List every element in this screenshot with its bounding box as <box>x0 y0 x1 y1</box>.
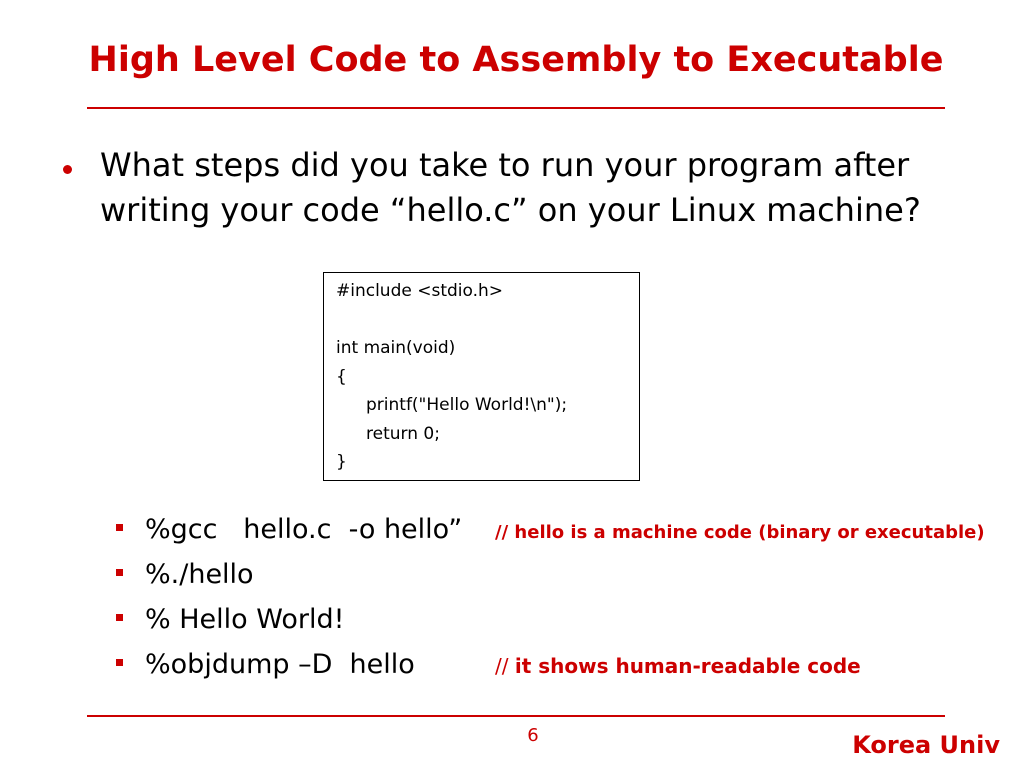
title-divider <box>87 107 945 109</box>
command-item-gcc <box>0 514 1024 546</box>
command-text: %gcc hello.c -o hello” <box>145 514 463 545</box>
command-text: % Hello World! <box>145 604 345 635</box>
command-text: %objdump –D hello <box>145 649 415 680</box>
command-row <box>145 514 985 546</box>
code-box <box>323 272 640 481</box>
command-row <box>145 604 495 636</box>
code-line-close-brace: } <box>336 452 347 472</box>
square-bullet-icon <box>116 614 123 621</box>
code-line-return: return 0; <box>366 423 440 444</box>
footer-divider <box>87 715 945 717</box>
square-bullet-icon <box>116 659 123 666</box>
square-bullet-icon <box>116 569 123 576</box>
question-line-2: writing your code “hello.c” on your Linux machine? <box>100 191 921 229</box>
command-comment: // hello is a machine code (binary or executable) <box>495 522 985 543</box>
code-line-open-brace: { <box>336 366 347 387</box>
command-row <box>145 559 495 591</box>
code-listing <box>336 277 567 477</box>
comment-prefix: // <box>495 654 515 678</box>
bullet-dot-icon <box>63 165 72 174</box>
command-item-objdump <box>0 649 1024 681</box>
command-item-run <box>0 559 1024 591</box>
code-line-printf: printf("Hello World!\n"); <box>366 395 568 415</box>
command-item-output <box>0 604 1024 636</box>
square-bullet-icon <box>116 524 123 531</box>
question-bullet <box>100 143 921 233</box>
comment-text: it shows human-readable code <box>514 654 861 678</box>
footer-institution: Korea Univ <box>852 731 1000 759</box>
code-line-main: int main(void) <box>336 338 456 358</box>
command-text: %./hello <box>145 559 254 590</box>
command-comment <box>495 654 861 678</box>
question-line-1: What steps did you take to run your program after <box>100 146 910 184</box>
command-row <box>145 649 861 681</box>
code-line-blank <box>336 306 567 335</box>
slide-title: High Level Code to Assembly to Executable <box>88 40 944 80</box>
code-line-include: #include <stdio.h> <box>336 281 504 301</box>
page-number: 6 <box>527 725 539 746</box>
